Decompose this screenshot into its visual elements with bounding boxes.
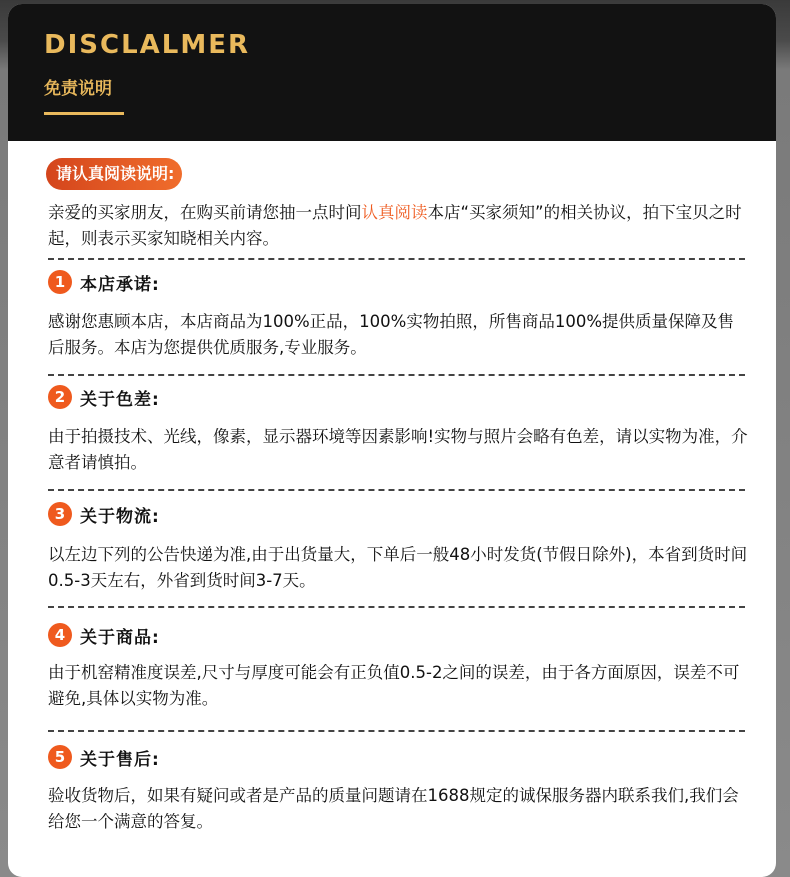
section-title: 本店承诺: bbox=[80, 274, 160, 295]
section-3-text: 以左边下列的公告快递为准,由于出货量大，下单后一般48小时发货(节假日除外)，本省到货时间0.5-3天左右，外省到货时间3-7天。 bbox=[48, 545, 748, 590]
title-en: DISCLALMER bbox=[44, 30, 250, 60]
divider bbox=[48, 489, 745, 491]
section-2-text: 由于拍摄技术、光线，像素，显示器环境等因素影响!实物与照片会略有色差，请以实物为准，介意者请慎拍。 bbox=[48, 427, 748, 472]
number-badge-1: 1 bbox=[48, 270, 72, 294]
number-badge-3: 3 bbox=[48, 502, 72, 526]
section-title: 关于售后: bbox=[80, 749, 160, 770]
section-5-heading bbox=[48, 744, 160, 770]
number-badge-5: 5 bbox=[48, 745, 72, 769]
divider bbox=[48, 730, 745, 732]
read-notice-pill: 请认真阅读说明: bbox=[46, 158, 182, 190]
section-1-text: 感谢您惠顾本店，本店商品为100%正品，100%实物拍照，所售商品100%提供质量保障及售后服务。本店为您提供优质服务,专业服务。 bbox=[48, 312, 735, 357]
number-badge-4: 4 bbox=[48, 623, 72, 647]
header bbox=[8, 4, 776, 141]
section-4-text: 由于机窑精准度误差,尺寸与厚度可能会有正负值0.5-2之间的误差，由于各方面原因，误差不可避免,具体以实物为准。 bbox=[48, 663, 740, 708]
section-4-heading bbox=[48, 622, 160, 648]
divider bbox=[48, 258, 745, 260]
divider bbox=[48, 374, 745, 376]
divider bbox=[48, 606, 745, 608]
number-badge-2: 2 bbox=[48, 385, 72, 409]
intro-text-pre: 亲爱的买家朋友，在购买前请您抽一点时间 bbox=[48, 203, 362, 222]
section-title: 关于色差: bbox=[80, 389, 160, 410]
intro-text bbox=[48, 200, 748, 252]
section-title: 关于物流: bbox=[80, 506, 160, 527]
intro-text-post: 本店“买家须知”的相关协议，拍下宝贝之时起，则表示买家知晓相关内容。 bbox=[48, 203, 742, 248]
section-title: 关于商品: bbox=[80, 627, 160, 648]
disclaimer-card bbox=[8, 4, 776, 877]
section-3-heading bbox=[48, 501, 160, 527]
section-2-heading bbox=[48, 384, 160, 410]
section-5-text: 验收货物后，如果有疑问或者是产品的质量问题请在1688规定的诚保服务器内联系我们,我们会给您一个满意的答复。 bbox=[48, 786, 739, 831]
title-underline bbox=[44, 112, 124, 115]
intro-highlight: 认真阅读 bbox=[361, 203, 428, 222]
title-cn: 免责说明 bbox=[44, 79, 112, 99]
section-1-heading bbox=[48, 269, 160, 295]
